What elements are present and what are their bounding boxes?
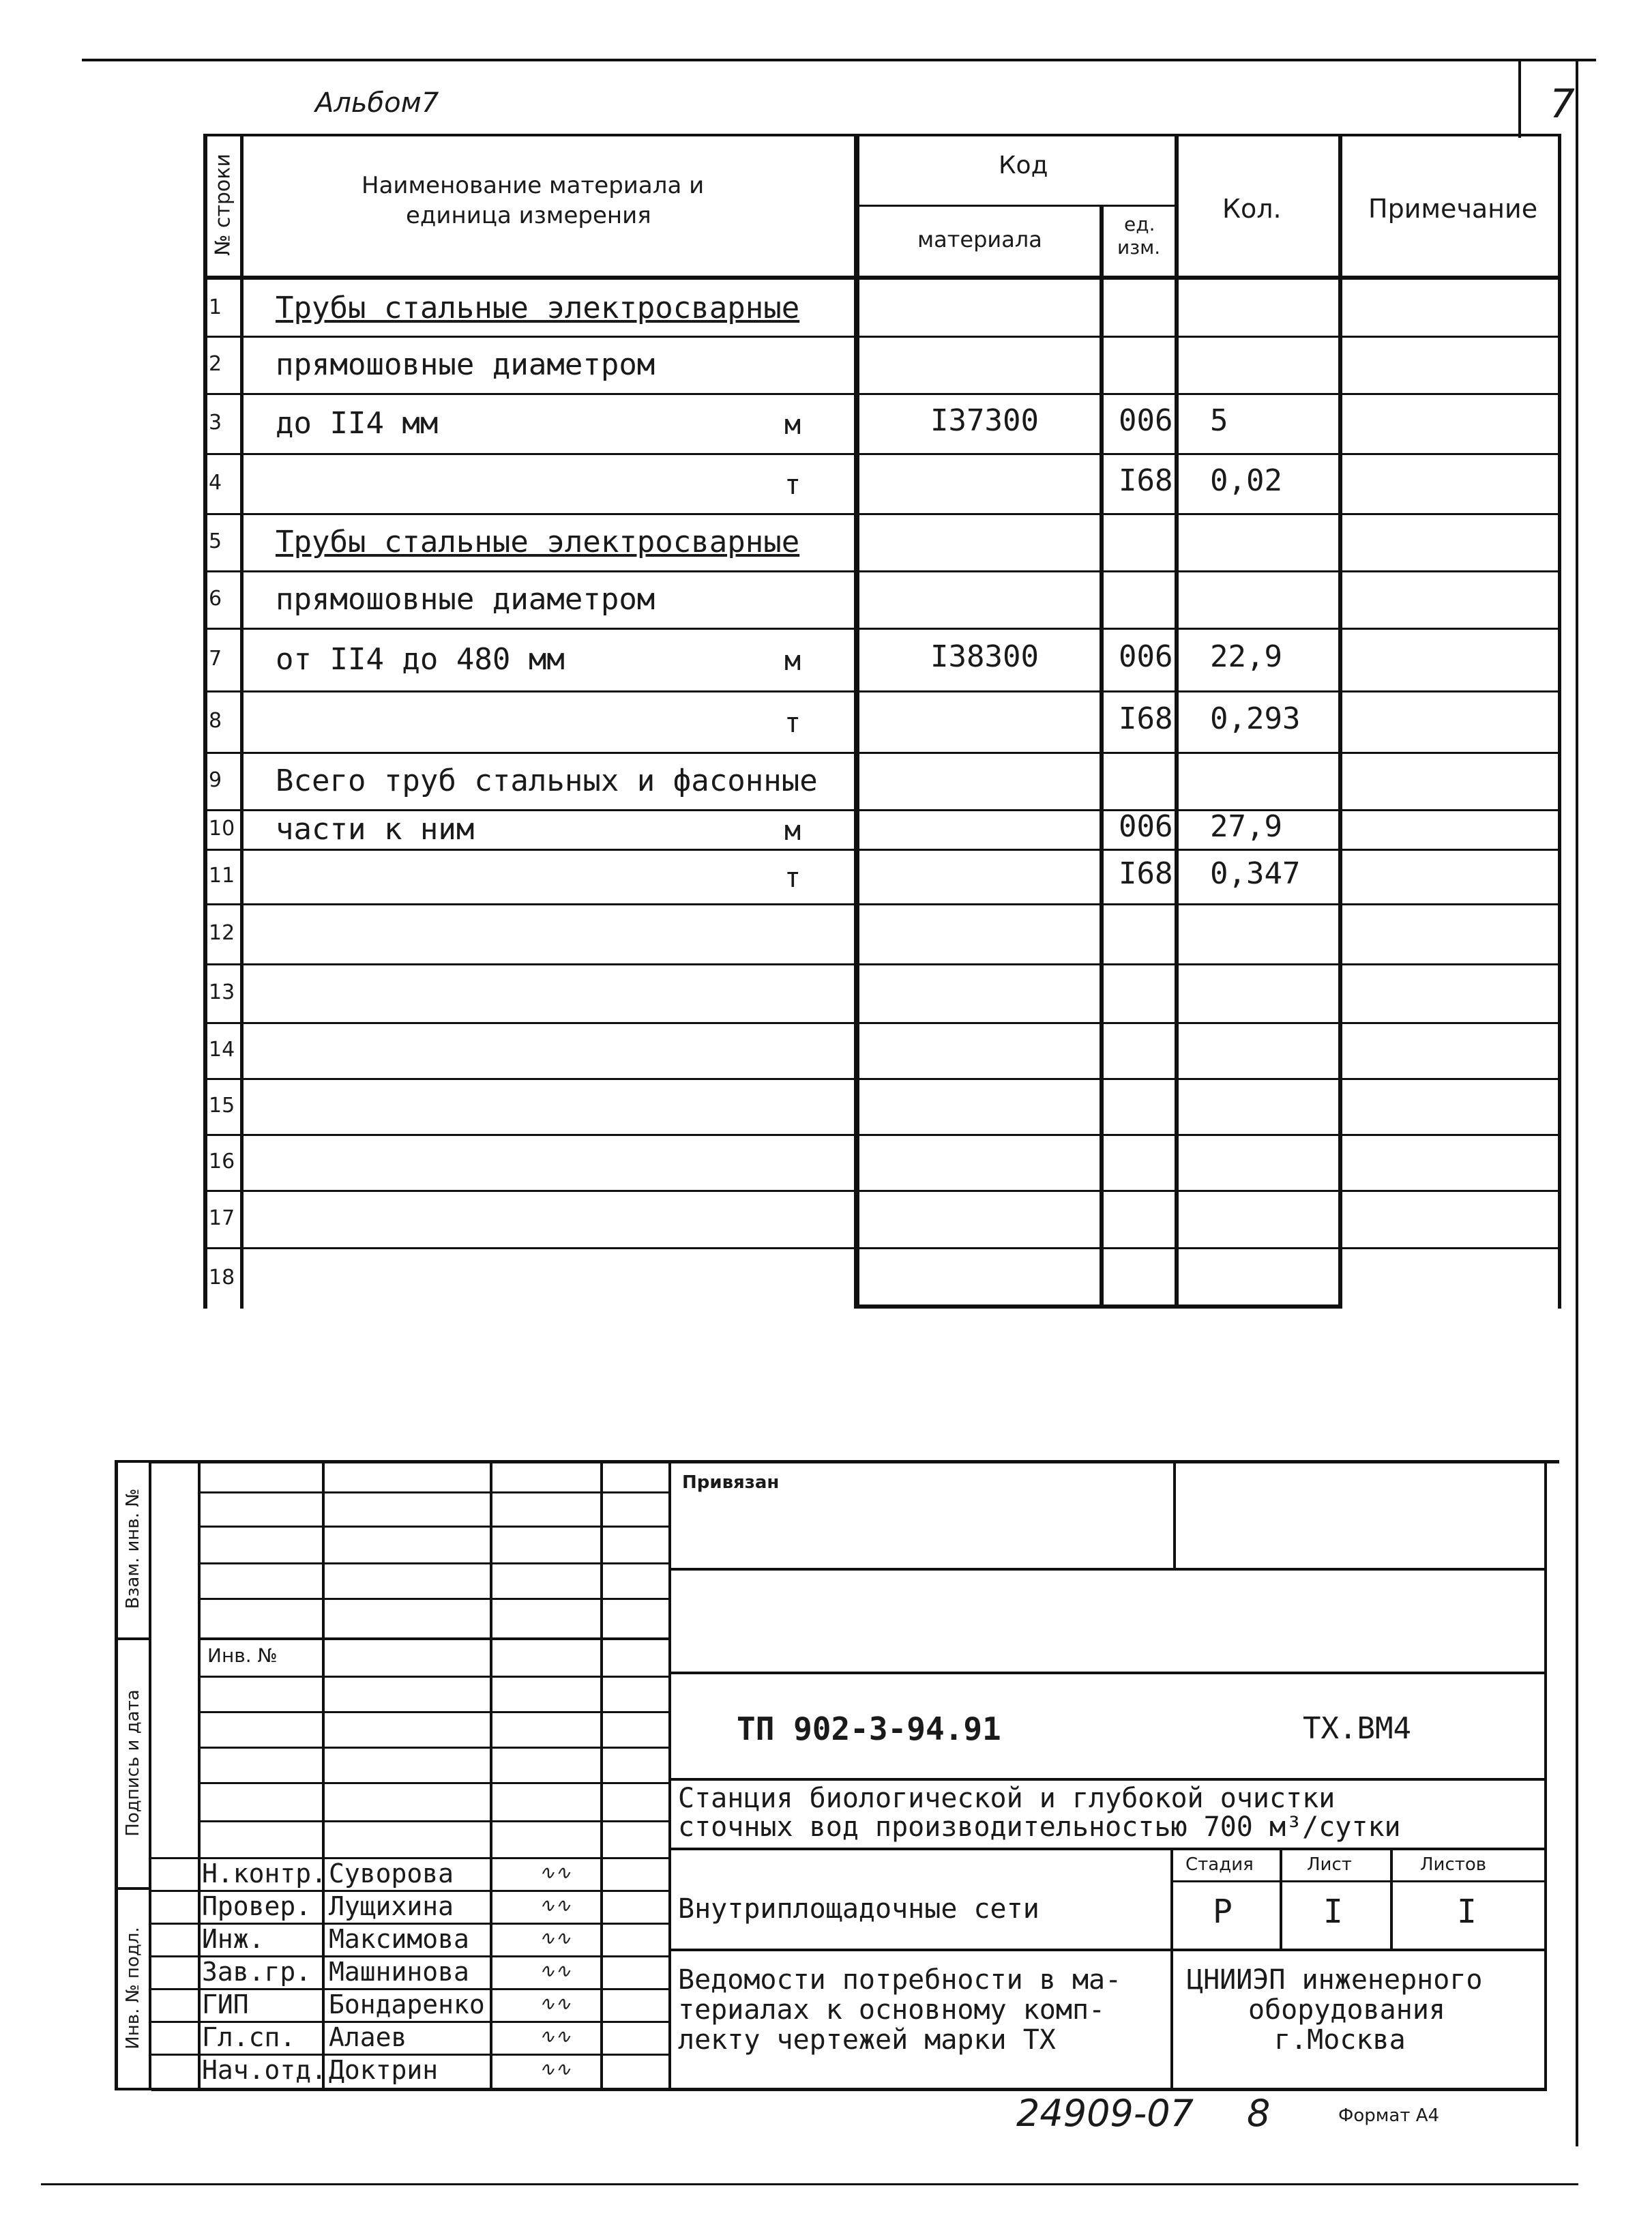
signer-name: Машнинова <box>329 1957 469 1987</box>
stage-label: Стадия <box>1185 1854 1254 1875</box>
row-number: 8 <box>209 709 222 733</box>
unit-code: I68 <box>1119 701 1173 736</box>
material-name: Трубы стальные электросварные <box>276 525 800 559</box>
row-number: 7 <box>209 647 222 671</box>
signer-name: Лущихина <box>329 1891 454 1921</box>
stamp-left-line <box>198 1782 671 1784</box>
unit-subheader-line1: ед. <box>1124 213 1155 235</box>
material-name: Трубы стальные электросварные <box>276 291 800 325</box>
row-divider <box>203 809 1561 811</box>
unit-code: 006 <box>1119 809 1173 844</box>
unit-letter: т <box>784 469 801 501</box>
stage-sep-2 <box>1390 1848 1393 1950</box>
stamp-col-sign <box>600 1460 603 2090</box>
stamp-left-line <box>198 1637 671 1640</box>
material-name: прямошовные диаметром <box>276 582 655 617</box>
quantity: 0,293 <box>1210 701 1301 736</box>
side-strip-top <box>115 1460 151 1463</box>
document-mark: ТХ.ВМ4 <box>1303 1711 1411 1746</box>
signature-mark: ∿∿ <box>539 1894 571 1916</box>
signer-name: Алаев <box>329 2022 407 2052</box>
row-divider <box>203 1022 1561 1024</box>
row-divider <box>203 1078 1561 1080</box>
project-title-line2: сточных вод производительностью 700 м³/сутки <box>678 1811 1401 1843</box>
row-divider <box>203 570 1561 572</box>
quantity: 22,9 <box>1210 639 1282 674</box>
row-number: 4 <box>209 471 222 495</box>
unit-letter: т <box>784 708 801 739</box>
row-divider <box>203 963 1561 965</box>
material-code: I37300 <box>930 403 1039 438</box>
document-title-line2: териалах к основному комп- <box>678 1994 1106 2026</box>
inv-podl-label: Инв. № подл. <box>123 1927 143 2050</box>
quantity: 0,347 <box>1210 856 1301 891</box>
signer-role: Гл.сп. <box>202 2022 296 2052</box>
row-divider <box>203 903 1561 905</box>
privyazan-sep <box>1173 1460 1176 1569</box>
signer-name: Максимова <box>329 1924 469 1954</box>
sheets-label: Листов <box>1420 1854 1487 1875</box>
row-number: 13 <box>209 980 235 1004</box>
stamp-col-name <box>490 1460 492 2090</box>
col-sep-unit <box>1175 134 1179 1309</box>
side-strip-bottom <box>115 2088 151 2090</box>
name-header-line2: единица измерения <box>406 202 651 229</box>
row-divider <box>203 1134 1561 1136</box>
note-header: Примечание <box>1368 194 1538 224</box>
signer-role: ГИП <box>202 1989 249 2020</box>
stage-sep-1 <box>1280 1848 1282 1950</box>
table-right-border <box>1558 134 1561 1309</box>
row-number: 15 <box>209 1094 235 1118</box>
unit-code: I68 <box>1119 463 1173 498</box>
project-code: ТП 902-3-94.91 <box>737 1710 1001 1747</box>
frame-right <box>1576 59 1578 2146</box>
code-subheader-line <box>857 205 1179 207</box>
row-divider <box>203 628 1561 630</box>
organization-line3: г.Москва <box>1274 2024 1406 2056</box>
table-bottom <box>854 1304 1342 1309</box>
col-sep-qty <box>1338 134 1342 1309</box>
signature-mark: ∿∿ <box>539 1992 571 2015</box>
album-label: Альбом7 <box>315 87 439 119</box>
code-header: Код <box>999 151 1048 179</box>
row-divider <box>203 513 1561 515</box>
unit-code: 006 <box>1119 403 1173 438</box>
organization-line1: ЦНИИЭП инженерного <box>1187 1964 1483 1996</box>
privyazan-bottom <box>668 1568 1547 1571</box>
stamp-col-role <box>322 1460 325 2090</box>
side-strip-mid <box>149 1460 151 2090</box>
row-number: 9 <box>209 768 222 792</box>
row-divider <box>203 336 1561 338</box>
stamp-left-line <box>198 1711 671 1713</box>
table-top <box>203 134 1561 136</box>
stamp-left-line <box>198 1491 671 1493</box>
archive-number: 24909-07 <box>1016 2092 1194 2135</box>
stage-block-left <box>1170 1848 1173 2090</box>
sheet-label: Лист <box>1307 1854 1352 1875</box>
document-title-line1: Ведомости потребности в ма- <box>678 1964 1122 1996</box>
stamp-bottom <box>151 2088 1547 2091</box>
header-bottom <box>203 276 1561 280</box>
row-number: 16 <box>209 1150 235 1173</box>
signer-name: Суворова <box>329 1858 454 1889</box>
stamp-left-col <box>198 1460 201 2090</box>
row-number: 12 <box>209 921 235 945</box>
row-number: 18 <box>209 1266 235 1289</box>
material-name: прямошовные диаметром <box>276 347 655 382</box>
vzam-inv-label: Взам. инв. № <box>123 1488 143 1609</box>
table-left-border <box>203 134 207 1309</box>
frame-top <box>82 59 1596 61</box>
signer-name: Доктрин <box>329 2055 439 2085</box>
row-number: 10 <box>209 817 235 841</box>
row-number: 1 <box>209 295 222 319</box>
sheet-value: I <box>1323 1893 1343 1931</box>
organization-line2: оборудования <box>1248 1994 1445 2026</box>
side-strip-left <box>115 1460 118 2090</box>
row-number-header: № строки <box>211 154 235 256</box>
material-name: до II4 мм <box>276 406 439 441</box>
material-name: от II4 до 480 мм <box>276 642 565 677</box>
project-title-line1: Станция биологической и глубокой очистки <box>678 1783 1336 1814</box>
name-header-line1: Наименование материала и <box>362 172 705 199</box>
stage-row-bottom <box>668 1949 1547 1951</box>
section-name: Внутриплощадочные сети <box>678 1893 1039 1925</box>
signature-mark: ∿∿ <box>539 1861 571 1884</box>
code-row-top <box>668 1672 1547 1674</box>
inv-no-label: Инв. № <box>207 1644 278 1667</box>
row-number: 17 <box>209 1206 235 1230</box>
col-sep-material <box>1100 205 1104 1309</box>
row-divider <box>203 1247 1561 1249</box>
signer-role: Провер. <box>202 1891 312 1921</box>
row-divider <box>203 849 1561 851</box>
page-number-box-left <box>1518 61 1521 138</box>
unit-code: I68 <box>1119 856 1173 891</box>
stamp-top <box>151 1460 1559 1463</box>
stamp-left-line <box>198 1747 671 1749</box>
signature-date-label: Подпись и дата <box>123 1689 143 1837</box>
material-code: I38300 <box>930 639 1039 674</box>
row-divider <box>203 393 1561 395</box>
row-number: 11 <box>209 864 235 888</box>
section-row-top <box>668 1848 1547 1850</box>
page-number: 7 <box>1550 81 1575 127</box>
unit-letter: м <box>784 815 801 847</box>
signature-mark: ∿∿ <box>539 2025 571 2047</box>
unit-letter: м <box>784 645 801 677</box>
frame-bottom <box>41 2183 1578 2185</box>
row-divider <box>203 1190 1561 1192</box>
archive-sheet-ref: 8 <box>1247 2092 1271 2135</box>
col-sep-rowno <box>240 134 244 1309</box>
stage-value: Р <box>1213 1893 1233 1931</box>
signature-mark: ∿∿ <box>539 1959 571 1982</box>
row-divider <box>203 752 1561 754</box>
unit-subheader-line2: изм. <box>1117 236 1161 259</box>
row-number: 6 <box>209 587 222 611</box>
privyazan-label: Привязан <box>682 1472 780 1493</box>
row-divider <box>203 453 1561 455</box>
row-number: 2 <box>209 352 222 376</box>
row-number: 14 <box>209 1038 235 1062</box>
row-number: 3 <box>209 411 222 435</box>
sheets-value: I <box>1457 1893 1477 1931</box>
signer-role: Инж. <box>202 1924 265 1954</box>
signature-mark: ∿∿ <box>539 1927 571 1949</box>
stage-header-line <box>1170 1880 1547 1882</box>
unit-letter: м <box>784 409 801 441</box>
quantity: 5 <box>1210 403 1228 438</box>
stamp-left-line <box>198 1562 671 1564</box>
stamp-col-date <box>668 1460 671 2090</box>
stamp-left-line <box>198 1820 671 1822</box>
side-strip-sep2 <box>115 1887 151 1890</box>
row-number: 5 <box>209 529 222 553</box>
stamp-left-line <box>198 1526 671 1528</box>
stamp-left-line <box>198 1676 671 1678</box>
format-label: Формат А4 <box>1338 2105 1440 2126</box>
signer-name: Бондаренко <box>329 1989 485 2020</box>
document-title-line3: лекту чертежей марки ТХ <box>678 2024 1056 2056</box>
unit-letter: т <box>784 862 801 894</box>
quantity: 27,9 <box>1210 809 1282 844</box>
side-strip-sep1 <box>115 1637 151 1640</box>
unit-code: 006 <box>1119 639 1173 674</box>
stamp-left-line <box>198 1598 671 1600</box>
stamp-right <box>1544 1460 1547 2090</box>
qty-header: Кол. <box>1222 194 1282 224</box>
material-name: Всего труб стальных и фасонные <box>276 763 818 798</box>
quantity: 0,02 <box>1210 463 1282 498</box>
signature-mark: ∿∿ <box>539 2058 571 2080</box>
material-name: части к ним <box>276 812 475 847</box>
title-row-top <box>668 1778 1547 1781</box>
signer-role: Зав.гр. <box>202 1957 312 1987</box>
signer-role: Н.контр. <box>202 1858 327 1889</box>
material-subheader: материала <box>917 227 1042 252</box>
row-divider <box>203 690 1561 692</box>
signer-role: Нач.отд. <box>202 2055 327 2085</box>
col-sep-name <box>854 134 859 1309</box>
